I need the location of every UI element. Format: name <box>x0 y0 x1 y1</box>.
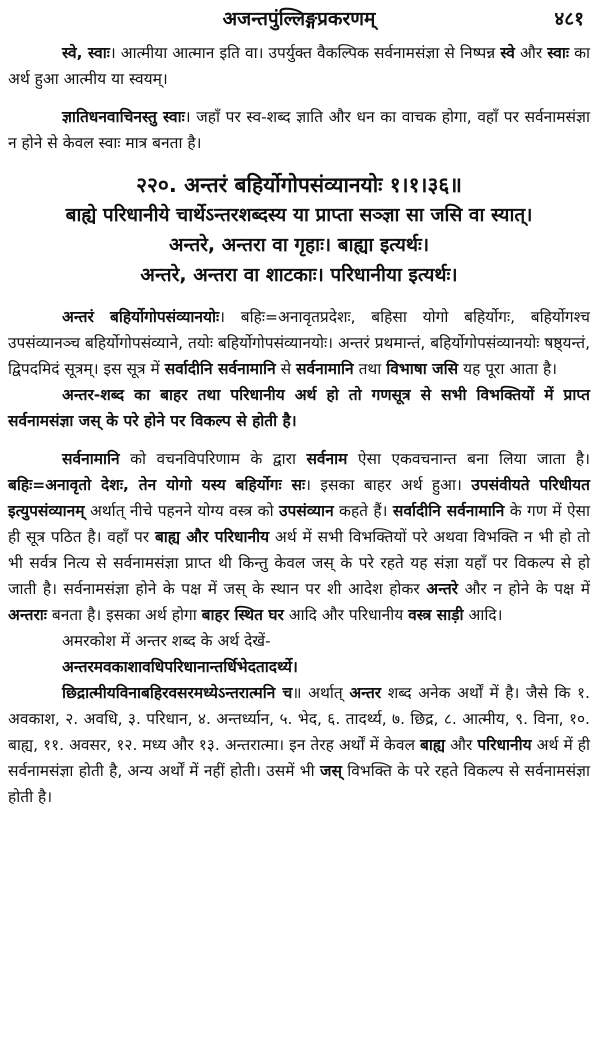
paragraph-padaccheda: अन्तरं बहिर्योगोपसंव्यानयोः। बहिः=अनावृतप्रदेशः, बहिसा योगो बहिर्योगः, बहिर्योगश्च उपसंव्यानञ्च बहिर्योगोपसंव्याने, तयोः बहिर्योगोपसंव्यानयोः। अन्तरं प्रथमान्तं, बहिर्योगोपसंव्यानयोः षष्ठ्यन्तं, द्विपदमिदं सूत्रम्। इस सूत्र में सर्वादीनि सर्वनामानि से सर्वनामानि तथा विभाषा जसि यह पूरा आता है। <box>8 308 590 378</box>
running-title: अजन्तपुंल्लिङ्गप्रकरणम् <box>222 8 376 30</box>
paragraph-explanation: सर्वनामानि को वचनविपरिणाम के द्वारा सर्वनाम ऐसा एकवचनान्त बना लिया जाता है। बहिः=अनावृतो देशः, तेन योगो यस्य बहिर्योगः सः। इसका बाहर अर्थ हुआ। उपसंवीयते परिधीयत इत्युपसंव्यानम् अर्थात् नीचे पहनने योग्य वस्त्र को उपसंव्यान कहते हैं। सर्वादीनि सर्वनामानि के गण में ऐसा ही सूत्र पठित है। वहाँ पर बाह्य और परिधानीय अर्थ में सभी विभक्तियों परे अथवा विभक्ति न भी हो तो भी सर्वत्र नित्य से सर्वनामसंज्ञा प्राप्त थी किन्तु केवल जस् के परे रहते यह संज्ञा यहाँ पर विकल्प से हो जाती है। सर्वनामसंज्ञा होने के पक्ष में जस् के स्थान पर शी आदेश होकर अन्तरे और न होने के पक्ष में अन्तराः बनता है। इसका अर्थ होगा बाहर स्थित घर आदि और परिधानीय वस्त्र साड़ी आदि। <box>8 450 591 624</box>
vritti-line-1: बाह्ये परिधानीये चार्थेऽन्तरशब्दस्य या प्राप्ता सञ्ज्ञा सा जसि वा स्यात्। <box>65 204 533 226</box>
paragraph-jnati: ज्ञातिधनवाचिनस्तु स्वाः। जहाँ पर स्व-शब्द ज्ञाति और धन का वाचक होगा, वहाँ पर सर्वनामसंज्ञा न होने से केवल स्वाः मात्र बनता है। <box>8 108 590 152</box>
paragraph-meanings: छिद्रात्मीयविनाबहिरवसरमध्येऽन्तरात्मनि च॥ अर्थात् अन्तर शब्द अनेक अर्थों में है। जैसे कि १. अवकाश, २. अवधि, ३. परिधान, ४. अन्तर्ध्यान, ५. भेद, ६. तादर्थ्य, ७. छिद्र, ८. आत्मीय, ९. विना, १०. बाह्य, ११. अवसर, १२. मध्य और १३. अन्तरात्मा। इन तेरह अर्थों में केवल बाह्य और परिधानीय अर्थ में ही सर्वनामसंज्ञा होती है, अन्य अर्थों में नहीं होती। उसमें भी जस् विभक्ति के परे रहते विकल्प से सर्वनामसंज्ञा होती है। <box>8 684 591 806</box>
amarakosha-intro: अमरकोश में अन्तर शब्द के अर्थ देखें- <box>62 632 271 650</box>
paragraph-sve: स्वे, स्वाः। आत्मीया आत्मान इति वा। उपर्युक्त वैकल्पिक सर्वनामसंज्ञा से निष्पन्न स्वे और स्वाः का अर्थ हुआ आत्मीय या स्वयम्। <box>8 44 590 88</box>
sutra-heading: २२०. अन्तरं बहिर्योगोपसंव्यानयोः १।१।३६॥ <box>136 173 462 197</box>
page-number: ४८१ <box>554 8 584 30</box>
page-header <box>8 0 590 34</box>
vritti-line-2: अन्तरे, अन्तरा वा गृहाः। बाह्या इत्यर्थः। <box>168 234 430 256</box>
vritti-line-3: अन्तरे, अन्तरा वा शाटकाः। परिधानीया इत्यर्थः। <box>140 264 458 286</box>
term: ज्ञातिधनवाचिनस्तु स्वाः <box>62 108 185 126</box>
paragraph-summary: अन्तर-शब्द का बाहर तथा परिधानीय अर्थ हो तो गणसूत्र से सभी विभक्तियों में प्राप्त सर्वनामसंज्ञा जस् के परे होने पर विकल्प से होती है। <box>8 386 590 430</box>
term: स्वे, स्वाः <box>62 44 110 62</box>
amarakosha-verse: अन्तरमवकाशावधिपरिधानान्तर्धिभेदतादर्थ्ये। <box>62 658 298 676</box>
